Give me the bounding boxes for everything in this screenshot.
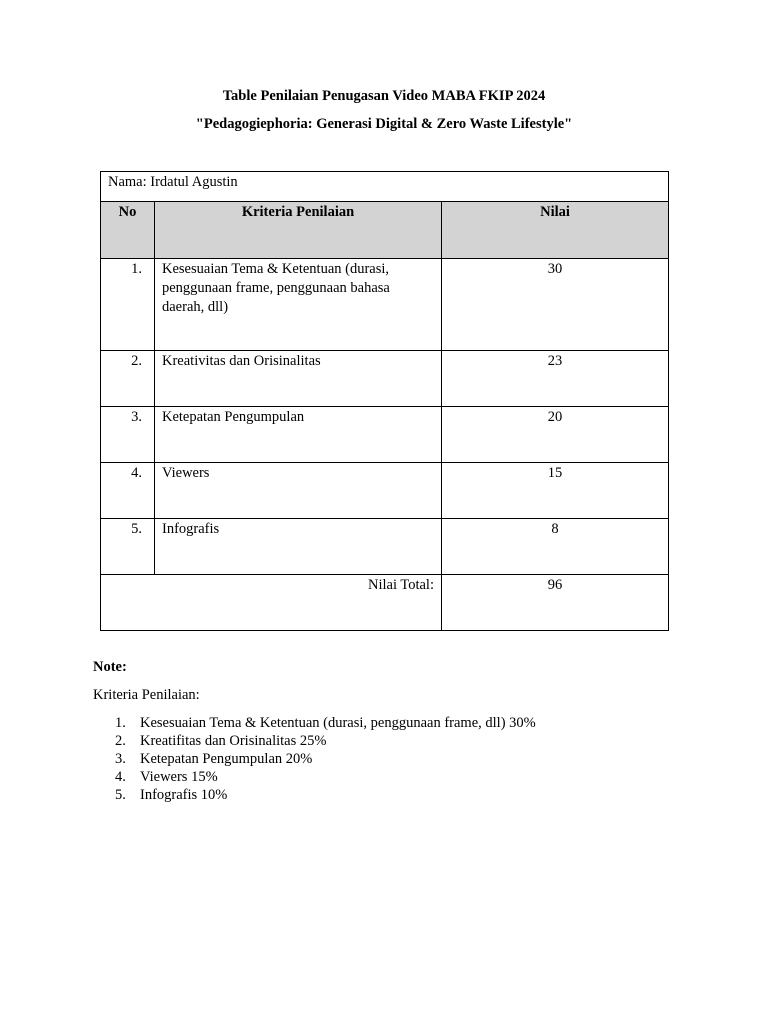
header-criteria-label: Kriteria Penilaian <box>241 204 355 220</box>
student-name: Nama: Irdatul Agustin <box>108 174 238 190</box>
row-no: 5. <box>131 521 142 537</box>
table-row <box>101 351 669 407</box>
total-label: Nilai Total: <box>368 577 434 593</box>
table-row <box>101 259 669 351</box>
row-no-cell <box>101 351 155 407</box>
row-criteria: Kesesuaian Tema & Ketentuan (durasi, penggunaan frame, penggunaan bahasa daerah, dll) <box>162 261 390 315</box>
list-item-text: Ketepatan Pengumpulan 20% <box>140 751 313 767</box>
row-score: 15 <box>547 465 563 481</box>
row-score: 8 <box>551 521 559 537</box>
row-criteria: Viewers <box>162 465 210 481</box>
row-no: 4. <box>131 465 142 481</box>
row-score-cell <box>442 519 669 575</box>
row-score: 20 <box>547 409 563 425</box>
row-criteria-cell <box>155 351 442 407</box>
row-score-cell <box>442 259 669 351</box>
name-row <box>101 172 669 202</box>
list-item-text: Kreatifitas dan Orisinalitas 25% <box>140 733 327 749</box>
row-criteria: Kreativitas dan Orisinalitas <box>162 353 321 369</box>
row-no-cell <box>101 259 155 351</box>
list-item <box>93 714 536 732</box>
list-item-text: Kesesuaian Tema & Ketentuan (durasi, penggunaan frame, dll) 30% <box>140 715 536 731</box>
row-criteria: Infografis <box>162 521 220 537</box>
row-score: 30 <box>547 261 563 277</box>
row-no-cell <box>101 519 155 575</box>
row-no-cell <box>101 407 155 463</box>
row-no: 1. <box>131 261 142 277</box>
list-item <box>93 786 536 804</box>
header-criteria <box>155 202 442 259</box>
header-score <box>442 202 669 259</box>
list-item <box>93 768 536 786</box>
row-score-cell <box>442 463 669 519</box>
list-item-text: Viewers 15% <box>140 769 218 785</box>
total-value: 96 <box>547 577 563 593</box>
row-score: 23 <box>547 353 563 369</box>
list-item-number: 3. <box>115 751 126 767</box>
row-no: 2. <box>131 353 142 369</box>
row-no-cell <box>101 463 155 519</box>
list-item-text: Infografis 10% <box>140 787 228 803</box>
row-score-cell <box>442 351 669 407</box>
row-no: 3. <box>131 409 142 425</box>
row-criteria-cell <box>155 519 442 575</box>
document-title: Table Penilaian Penugasan Video MABA FKIP 2024 <box>222 88 546 104</box>
score-table <box>100 171 669 631</box>
row-score-cell <box>442 407 669 463</box>
total-value-cell <box>442 575 669 631</box>
header-no-label: No <box>118 204 137 220</box>
list-item <box>93 732 536 750</box>
note-list <box>93 714 536 804</box>
table-row <box>101 463 669 519</box>
list-item-number: 1. <box>115 715 126 731</box>
table-row <box>101 519 669 575</box>
list-item-number: 2. <box>115 733 126 749</box>
row-criteria-cell <box>155 463 442 519</box>
document-subtitle: "Pedagogiephoria: Generasi Digital & Zero Waste Lifestyle" <box>195 116 573 132</box>
list-item <box>93 750 536 768</box>
row-criteria-cell <box>155 259 442 351</box>
header-no <box>101 202 155 259</box>
list-item-number: 4. <box>115 769 126 785</box>
table-row <box>101 407 669 463</box>
total-label-cell <box>101 575 442 631</box>
row-criteria: Ketepatan Pengumpulan <box>162 409 305 425</box>
name-cell <box>101 172 669 202</box>
total-row <box>101 575 669 631</box>
note-title: Note: <box>93 659 127 675</box>
row-criteria-cell <box>155 407 442 463</box>
list-item-number: 5. <box>115 787 126 803</box>
header-score-label: Nilai <box>540 204 570 220</box>
table-header-row <box>101 202 669 259</box>
note-subtitle: Kriteria Penilaian: <box>93 687 200 703</box>
